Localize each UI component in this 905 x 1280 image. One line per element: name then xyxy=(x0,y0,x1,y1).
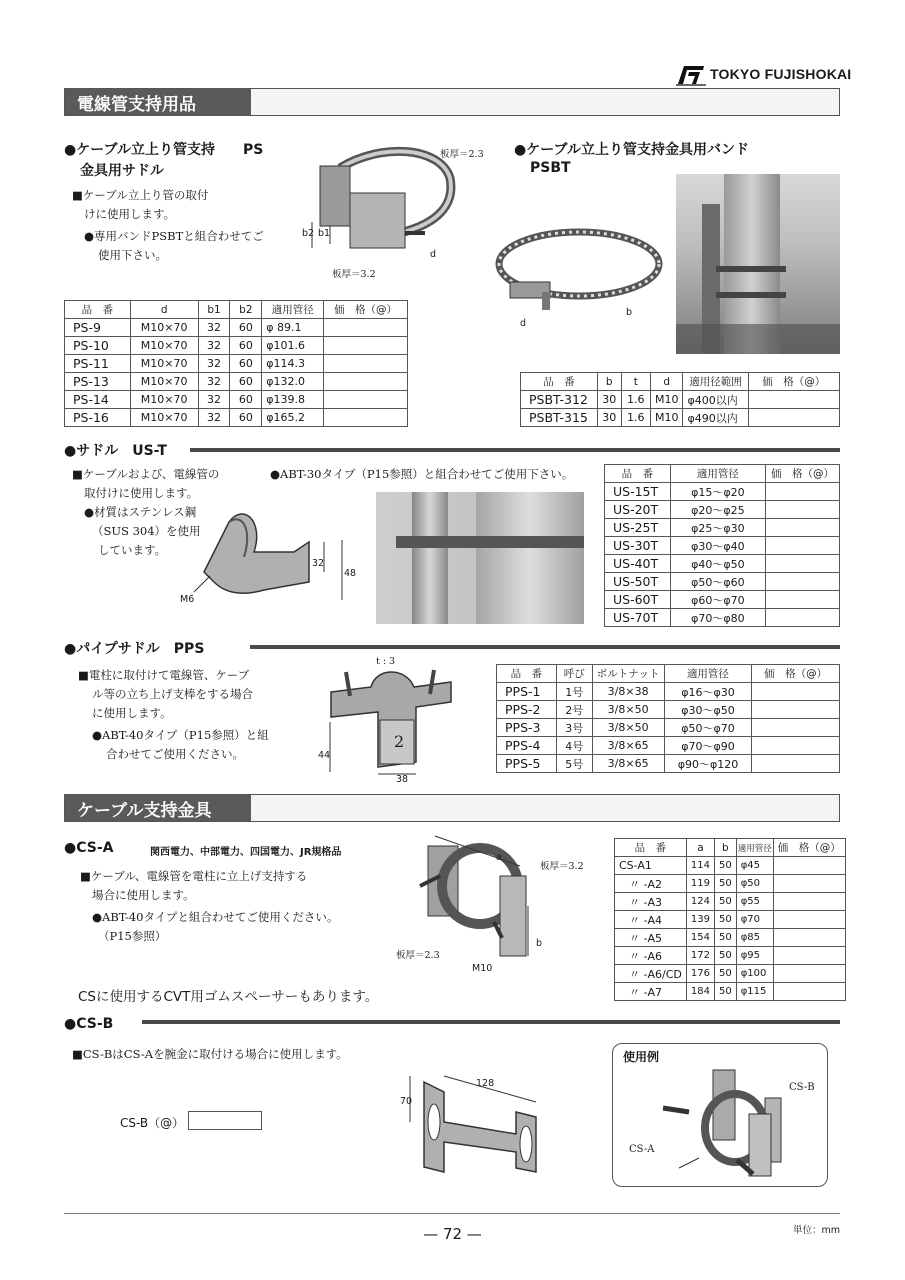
cell: φ55 xyxy=(736,893,773,911)
price-cell xyxy=(324,355,408,373)
cell: 60 xyxy=(230,355,262,373)
price-cell xyxy=(752,719,840,737)
psbt-pole-photo xyxy=(676,174,840,354)
cell: PPS-5 xyxy=(497,755,557,773)
pps-note-1a: ■電柱に取付けて電線管、ケーブ xyxy=(78,668,250,682)
table-row xyxy=(615,929,846,947)
cell: PPS-2 xyxy=(497,701,557,719)
unit-note: 単位：mm xyxy=(792,1225,840,1236)
cell: M10 xyxy=(650,391,683,409)
price-cell xyxy=(773,911,845,929)
ps-fig-d: d xyxy=(430,249,437,260)
cell: US-40T xyxy=(605,555,671,573)
ps-note-2b: 使用下さい。 xyxy=(98,248,167,262)
price-cell xyxy=(324,319,408,337)
cell: φ101.6 xyxy=(262,337,324,355)
cell: M10 xyxy=(650,409,683,427)
cell: 50 xyxy=(714,875,736,893)
psbt-band-drawing xyxy=(494,214,674,330)
price-cell xyxy=(773,947,845,965)
cell: US-70T xyxy=(605,609,671,627)
cell: 119 xyxy=(686,875,714,893)
table-row xyxy=(605,591,840,609)
cell: 32 xyxy=(198,319,230,337)
csb-title: ●CS-B xyxy=(64,1016,114,1032)
cell: φ132.0 xyxy=(262,373,324,391)
cell: 50 xyxy=(714,947,736,965)
cell: 154 xyxy=(686,929,714,947)
table-row xyxy=(65,391,408,409)
cell: 32 xyxy=(198,355,230,373)
ust-note-3: ●ABT-30タイプ（P15参照）と組合わせてご使用下さい。 xyxy=(270,467,574,481)
price-cell xyxy=(766,555,840,573)
table-header-row xyxy=(605,465,840,483)
pps-note-2a: ●ABT-40タイプ（P15参照）と組 xyxy=(92,728,269,742)
col-header: 適用径範囲 xyxy=(683,373,748,391)
ust-saddle-drawing xyxy=(184,502,357,602)
csb-price-label: CS-B（@） xyxy=(120,1116,185,1130)
col-header: a xyxy=(686,839,714,857)
pps-fig-38: 38 xyxy=(396,774,409,785)
cell: 〃 -A5 xyxy=(615,929,687,947)
cell: 124 xyxy=(686,893,714,911)
col-header: b2 xyxy=(230,301,262,319)
csa-fig-thickness-1: 板厚＝3.2 xyxy=(540,861,584,872)
psbt-spec-table xyxy=(520,372,840,427)
cell: PS-10 xyxy=(65,337,131,355)
cell: PS-9 xyxy=(65,319,131,337)
csb-usage-example-box xyxy=(612,1043,828,1187)
price-cell xyxy=(752,755,840,773)
csa-fig-b: b xyxy=(536,938,543,949)
cell: φ490以内 xyxy=(683,409,748,427)
cell: φ165.2 xyxy=(262,409,324,427)
cell: 60 xyxy=(230,409,262,427)
ust-note-1b: 取付けに使用します。 xyxy=(84,486,199,500)
cell: 139 xyxy=(686,911,714,929)
col-header: b1 xyxy=(198,301,230,319)
cell: φ 89.1 xyxy=(262,319,324,337)
cell: 5号 xyxy=(556,755,592,773)
price-cell xyxy=(766,519,840,537)
csb-fig-70: 70 xyxy=(400,1096,413,1107)
cell: φ50 xyxy=(736,875,773,893)
cell: 60 xyxy=(230,319,262,337)
cell: 50 xyxy=(714,893,736,911)
table-row xyxy=(605,573,840,591)
col-header: b xyxy=(597,373,621,391)
pps-saddle-drawing xyxy=(316,662,466,782)
psbt-fig-b: b xyxy=(626,307,633,318)
cell: 30 xyxy=(597,409,621,427)
col-header: ボルトナット xyxy=(592,665,664,683)
table-row xyxy=(605,519,840,537)
cell: M10×70 xyxy=(130,391,198,409)
cell: 50 xyxy=(714,965,736,983)
cell: M10×70 xyxy=(130,319,198,337)
usage-example-drawing xyxy=(653,1068,803,1184)
cell: φ95 xyxy=(736,947,773,965)
cell: 176 xyxy=(686,965,714,983)
cell: PS-13 xyxy=(65,373,131,391)
cell: 32 xyxy=(198,373,230,391)
cell: φ90～φ120 xyxy=(664,755,752,773)
ps-spec-table xyxy=(64,300,408,427)
price-cell xyxy=(773,965,845,983)
ust-fig-m6: M6 xyxy=(180,594,195,605)
table-row xyxy=(497,755,840,773)
section-title: 電線管支持用品 xyxy=(65,89,251,115)
price-cell xyxy=(324,337,408,355)
cell: 〃 -A6/CD xyxy=(615,965,687,983)
cell: PPS-3 xyxy=(497,719,557,737)
cell: PS-16 xyxy=(65,409,131,427)
cell: US-50T xyxy=(605,573,671,591)
pps-note-2b: 合わせてご使用ください。 xyxy=(106,747,244,761)
csa-fig-a: a xyxy=(496,852,502,863)
table-row xyxy=(605,501,840,519)
price-cell xyxy=(773,929,845,947)
pps-spec-table xyxy=(496,664,840,773)
cell: CS-A1 xyxy=(615,857,687,875)
cell: M10×70 xyxy=(130,355,198,373)
cell: φ100 xyxy=(736,965,773,983)
cell: 〃 -A7 xyxy=(615,983,687,1001)
cell: 50 xyxy=(714,857,736,875)
cell: φ45 xyxy=(736,857,773,875)
table-header-row xyxy=(65,301,408,319)
cell: 32 xyxy=(198,409,230,427)
csa-title: ●CS-A xyxy=(64,840,114,856)
ust-note-2c: しています。 xyxy=(98,543,167,557)
col-header: 呼び xyxy=(556,665,592,683)
pps-note-1b: ル等の立ち上げ支棒をする場合 xyxy=(92,687,253,701)
ust-rule xyxy=(190,448,840,452)
cell: φ50～φ60 xyxy=(670,573,765,591)
cell: 60 xyxy=(230,391,262,409)
table-row xyxy=(497,737,840,755)
price-cell xyxy=(766,483,840,501)
table-row xyxy=(615,947,846,965)
pps-rule xyxy=(250,645,840,649)
col-header: t xyxy=(621,373,650,391)
csa-fig-thickness-2: 板厚＝2.3 xyxy=(396,950,440,961)
ps-note-1a: ■ケーブル立上り管の取付 xyxy=(72,188,209,202)
cell: φ50～φ70 xyxy=(664,719,752,737)
cell: PSBT-312 xyxy=(521,391,598,409)
csa-note-1a: ■ケーブル、電線管を電柱に立上げ支持する xyxy=(80,869,308,883)
ps-fig-thickness-1: 板厚＝2.3 xyxy=(440,149,484,160)
cell: US-60T xyxy=(605,591,671,609)
table-row xyxy=(615,875,846,893)
section-header-cable-support xyxy=(64,794,840,822)
col-header: 品 番 xyxy=(65,301,131,319)
table-row xyxy=(605,537,840,555)
cell: US-25T xyxy=(605,519,671,537)
price-cell xyxy=(773,893,845,911)
usage-label-csa: CS-A xyxy=(629,1144,655,1155)
ps-title: ●ケーブル立上り管支持 PS xyxy=(64,142,264,158)
csa-extra-note: CSに使用するCVT用ゴムスペーサーもあります。 xyxy=(78,989,379,1005)
cell: 1号 xyxy=(556,683,592,701)
csb-note: ■CS-BはCS-Aを腕金に取付ける場合に使用します。 xyxy=(72,1047,348,1061)
table-row xyxy=(615,893,846,911)
cell: φ70 xyxy=(736,911,773,929)
cell: PPS-1 xyxy=(497,683,557,701)
price-cell xyxy=(766,591,840,609)
col-header: 価 格（@） xyxy=(324,301,408,319)
pps-fig-44: 44 xyxy=(318,750,331,761)
price-cell xyxy=(748,391,839,409)
cell: φ30～φ50 xyxy=(664,701,752,719)
cell: 3号 xyxy=(556,719,592,737)
col-header: 品 番 xyxy=(497,665,557,683)
cell: φ114.3 xyxy=(262,355,324,373)
page-number: — 72 — xyxy=(423,1225,482,1243)
cell: φ60～φ70 xyxy=(670,591,765,609)
csa-note-1b: 場合に使用します。 xyxy=(92,888,195,902)
table-header-row xyxy=(497,665,840,683)
table-row xyxy=(615,911,846,929)
csa-clamp-drawing xyxy=(410,826,600,966)
cell: φ70～φ80 xyxy=(670,609,765,627)
cell: 2号 xyxy=(556,701,592,719)
cell: 32 xyxy=(198,337,230,355)
ps-note-1b: けに使用します。 xyxy=(84,207,176,221)
cell: M10×70 xyxy=(130,409,198,427)
col-header: 品 番 xyxy=(605,465,671,483)
table-row xyxy=(497,719,840,737)
csa-fig-m10: M10 xyxy=(472,963,493,974)
table-row xyxy=(65,409,408,427)
psbt-title-sub: PSBT xyxy=(530,160,571,176)
price-cell xyxy=(766,573,840,591)
col-header: 価 格（@） xyxy=(748,373,839,391)
col-header: 価 格（@） xyxy=(773,839,845,857)
cell: 〃 -A6 xyxy=(615,947,687,965)
cell: 50 xyxy=(714,983,736,1001)
cell: φ20～φ25 xyxy=(670,501,765,519)
ust-install-photo xyxy=(376,492,584,624)
cell: 3/8×65 xyxy=(592,737,664,755)
cell: 〃 -A4 xyxy=(615,911,687,929)
cell: 4号 xyxy=(556,737,592,755)
ust-note-1a: ■ケーブルおよび、電線管の xyxy=(72,467,220,481)
ust-spec-table xyxy=(604,464,840,627)
table-header-row xyxy=(615,839,846,857)
csa-note-2b: （P15参照） xyxy=(98,929,167,943)
table-row xyxy=(615,983,846,1001)
section-title: ケーブル支持金具 xyxy=(65,795,251,821)
table-row xyxy=(521,391,840,409)
cell: 〃 -A2 xyxy=(615,875,687,893)
table-row xyxy=(65,355,408,373)
ust-note-2a: ●材質はステンレス鋼 xyxy=(84,505,197,519)
col-header: 価 格（@） xyxy=(752,665,840,683)
cell: 32 xyxy=(198,391,230,409)
ps-fig-thickness-2: 板厚＝3.2 xyxy=(332,269,376,280)
ps-fig-b2: b2 xyxy=(302,228,315,239)
logo-text: TOKYO FUJISHOKAI xyxy=(710,66,852,82)
cell: 1.6 xyxy=(621,391,650,409)
cell: φ40～φ50 xyxy=(670,555,765,573)
cell: 184 xyxy=(686,983,714,1001)
cell: M10×70 xyxy=(130,373,198,391)
footer-rule xyxy=(64,1213,840,1214)
price-cell xyxy=(324,391,408,409)
table-row xyxy=(65,319,408,337)
cell: 60 xyxy=(230,337,262,355)
ust-title: ●サドル US-T xyxy=(64,443,167,459)
price-cell xyxy=(766,501,840,519)
usage-example-title: 使用例 xyxy=(623,1050,660,1064)
pps-fig-t: t : 3 xyxy=(376,656,396,667)
table-row xyxy=(521,409,840,427)
cell: PSBT-315 xyxy=(521,409,598,427)
table-row xyxy=(497,701,840,719)
table-row xyxy=(65,373,408,391)
table-row xyxy=(65,337,408,355)
ust-fig-32: 32 xyxy=(312,558,325,569)
price-cell xyxy=(773,857,845,875)
table-row xyxy=(615,857,846,875)
col-header: 適用管径 xyxy=(664,665,752,683)
table-row xyxy=(605,555,840,573)
col-header: b xyxy=(714,839,736,857)
pps-title: ●パイプサドル PPS xyxy=(64,641,205,657)
ps-note-2a: ●専用バンドPSBTと組合わせてご xyxy=(84,229,264,243)
price-cell xyxy=(748,409,839,427)
col-header: 価 格（@） xyxy=(766,465,840,483)
price-cell xyxy=(324,409,408,427)
cell: φ115 xyxy=(736,983,773,1001)
col-header: 適用管径 xyxy=(262,301,324,319)
ust-fig-48: 48 xyxy=(344,568,357,579)
cell: 50 xyxy=(714,911,736,929)
cell: PS-14 xyxy=(65,391,131,409)
cell: φ16～φ30 xyxy=(664,683,752,701)
csb-rule xyxy=(142,1020,840,1024)
company-logo xyxy=(676,62,851,86)
csa-spec-table xyxy=(614,838,846,1001)
csb-fig-128: 128 xyxy=(476,1078,495,1089)
cell: φ25～φ30 xyxy=(670,519,765,537)
csa-spec-note: 関西電力、中部電力、四国電力、JR規格品 xyxy=(150,847,342,858)
cell: 3/8×38 xyxy=(592,683,664,701)
cell: 3/8×65 xyxy=(592,755,664,773)
ust-note-2b: （SUS 304）を使用 xyxy=(92,524,201,538)
cell: US-15T xyxy=(605,483,671,501)
psbt-fig-d: d xyxy=(520,318,527,329)
ps-title-sub: 金具用サドル xyxy=(80,163,164,179)
section-header-conduit-support xyxy=(64,88,840,116)
cell: 172 xyxy=(686,947,714,965)
col-header: 適用管径 xyxy=(670,465,765,483)
col-header: 品 番 xyxy=(615,839,687,857)
cell: 60 xyxy=(230,373,262,391)
cell: φ400以内 xyxy=(683,391,748,409)
price-cell xyxy=(752,683,840,701)
ps-fig-b1: b1 xyxy=(318,228,331,239)
cell: 〃 -A3 xyxy=(615,893,687,911)
cell: 30 xyxy=(597,391,621,409)
cell: φ15～φ20 xyxy=(670,483,765,501)
csa-note-2a: ●ABT-40タイプと組合わせてご使用ください。 xyxy=(92,910,339,924)
price-cell xyxy=(752,737,840,755)
price-cell xyxy=(766,609,840,627)
logo-mark-icon xyxy=(676,62,706,86)
table-row xyxy=(615,965,846,983)
cell: 3/8×50 xyxy=(592,719,664,737)
price-cell xyxy=(773,983,845,1001)
cell: 1.6 xyxy=(621,409,650,427)
cell: US-30T xyxy=(605,537,671,555)
usage-label-csb: CS-B xyxy=(789,1082,815,1093)
col-header: 品 番 xyxy=(521,373,598,391)
cell: φ70～φ90 xyxy=(664,737,752,755)
cell: 3/8×50 xyxy=(592,701,664,719)
cell: φ30～φ40 xyxy=(670,537,765,555)
col-header: d xyxy=(130,301,198,319)
col-header: d xyxy=(650,373,683,391)
pps-fig-number: 2 xyxy=(394,732,405,751)
table-header-row xyxy=(521,373,840,391)
table-row xyxy=(497,683,840,701)
cell: PPS-4 xyxy=(497,737,557,755)
col-header: 適用管径 xyxy=(736,839,773,857)
csb-price-box xyxy=(188,1111,262,1130)
cell: φ85 xyxy=(736,929,773,947)
price-cell xyxy=(324,373,408,391)
cell: φ139.8 xyxy=(262,391,324,409)
table-row xyxy=(605,609,840,627)
price-cell xyxy=(773,875,845,893)
psbt-title: ●ケーブル立上り管支持金具用バンド xyxy=(514,142,749,158)
cell: 50 xyxy=(714,929,736,947)
cell: M10×70 xyxy=(130,337,198,355)
price-cell xyxy=(752,701,840,719)
pps-note-1c: に使用します。 xyxy=(92,706,172,720)
cell: 114 xyxy=(686,857,714,875)
cell: PS-11 xyxy=(65,355,131,373)
price-cell xyxy=(766,537,840,555)
cell: US-20T xyxy=(605,501,671,519)
table-row xyxy=(605,483,840,501)
